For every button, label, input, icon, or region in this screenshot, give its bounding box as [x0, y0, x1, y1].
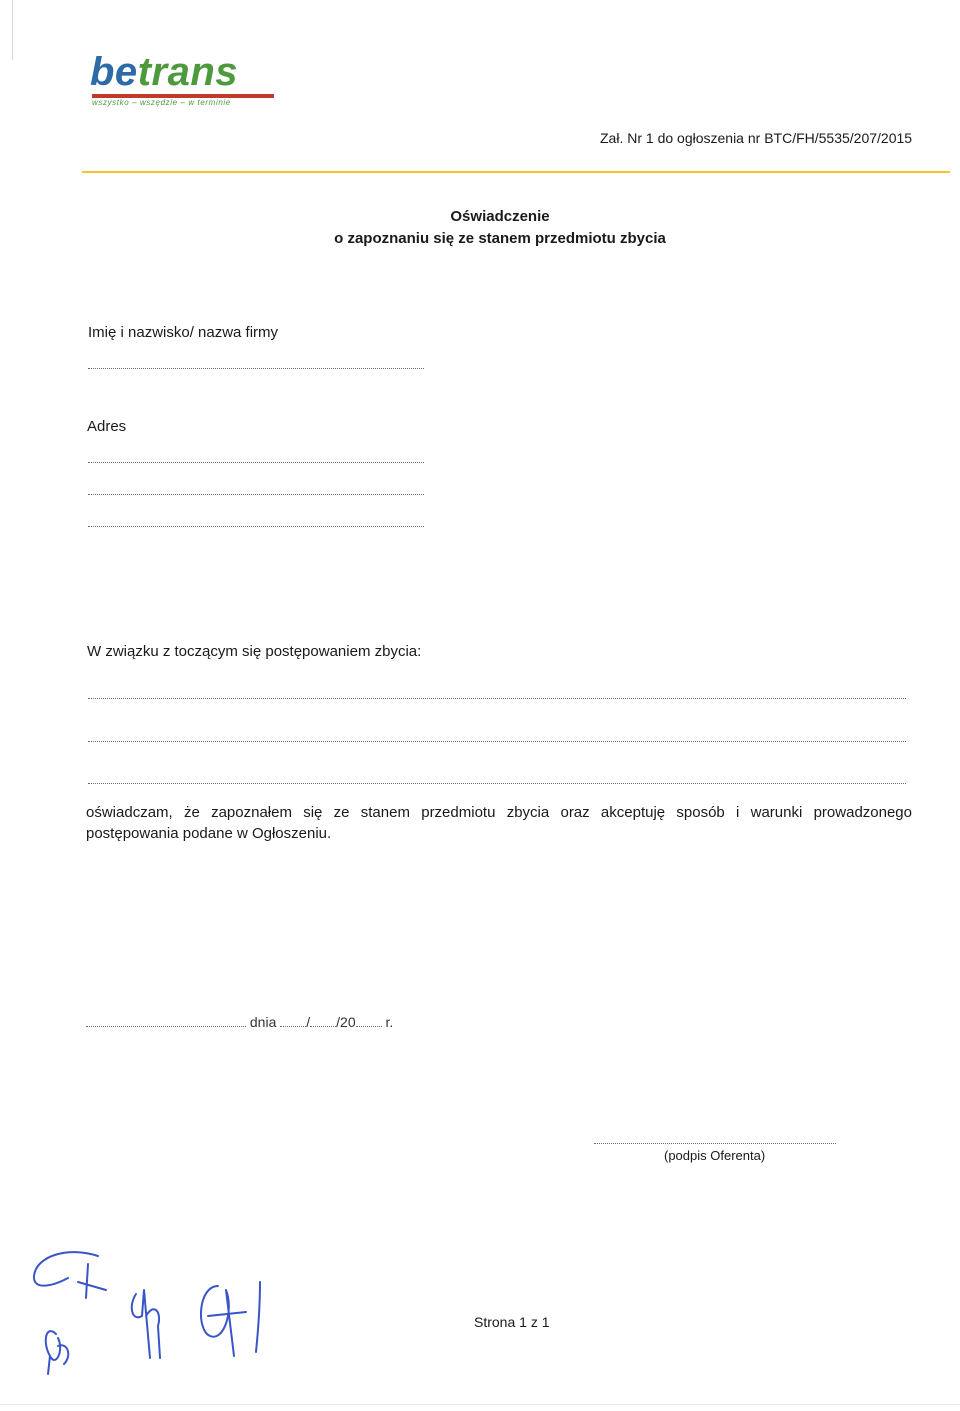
document-subtitle: o zapoznaniu się ze stanem przedmiotu zbycia	[334, 230, 666, 247]
proceeding-fill-line-1[interactable]	[88, 698, 906, 699]
place-fill-line[interactable]	[86, 1018, 246, 1027]
proceeding-label: W związku z toczącym się postępowaniem zbycia:	[87, 643, 422, 660]
date-year-prefix: /20	[336, 1014, 356, 1030]
date-dnia-text: dnia	[249, 1014, 277, 1030]
name-fill-line[interactable]	[88, 368, 424, 369]
initial-stroke-3	[46, 1331, 69, 1374]
header-divider	[82, 171, 950, 173]
document-reference: Zał. Nr 1 do ogłoszenia nr BTC/FH/5535/207/2015	[600, 130, 913, 146]
proceeding-fill-line-3[interactable]	[88, 783, 906, 784]
address-fill-line-1[interactable]	[88, 462, 424, 463]
date-suffix: r.	[385, 1014, 394, 1030]
address-label: Adres	[87, 418, 127, 435]
handwritten-initials	[28, 1246, 278, 1386]
initial-stroke-2	[78, 1264, 106, 1298]
scan-bottom-artifact	[0, 1404, 960, 1405]
logo-name-part1: be	[90, 50, 138, 94]
document-title: Oświadczenie	[450, 208, 550, 225]
date-slash-text: /	[306, 1014, 311, 1030]
logo-name-part2: trans	[137, 50, 238, 94]
company-logo	[90, 52, 238, 92]
scan-edge-artifact	[12, 0, 13, 60]
day-fill-line[interactable]	[280, 1018, 306, 1027]
name-label: Imię i nazwisko/ nazwa firmy	[88, 324, 279, 341]
year-fill-line[interactable]	[356, 1018, 382, 1027]
signature-fill-line[interactable]	[594, 1143, 836, 1144]
month-fill-line[interactable]	[310, 1018, 336, 1027]
address-fill-line-3[interactable]	[88, 526, 424, 527]
date-line	[86, 1014, 393, 1030]
proceeding-fill-line-2[interactable]	[88, 741, 906, 742]
logo-slogan: wszystko – wszędzie – w terminie	[92, 98, 231, 107]
initial-stroke-5	[201, 1286, 246, 1356]
initial-stroke-6	[256, 1282, 260, 1352]
initial-stroke-4	[132, 1290, 160, 1358]
page-number: Strona 1 z 1	[474, 1314, 550, 1330]
statement-paragraph: oświadczam, że zapoznałem się ze stanem przedmiotu zbycia oraz akceptuję sposób i warunki prowadzonego postępowania podane w Ogłoszeniu.	[86, 804, 912, 842]
signature-label: (podpis Oferenta)	[664, 1148, 766, 1163]
address-fill-line-2[interactable]	[88, 494, 424, 495]
